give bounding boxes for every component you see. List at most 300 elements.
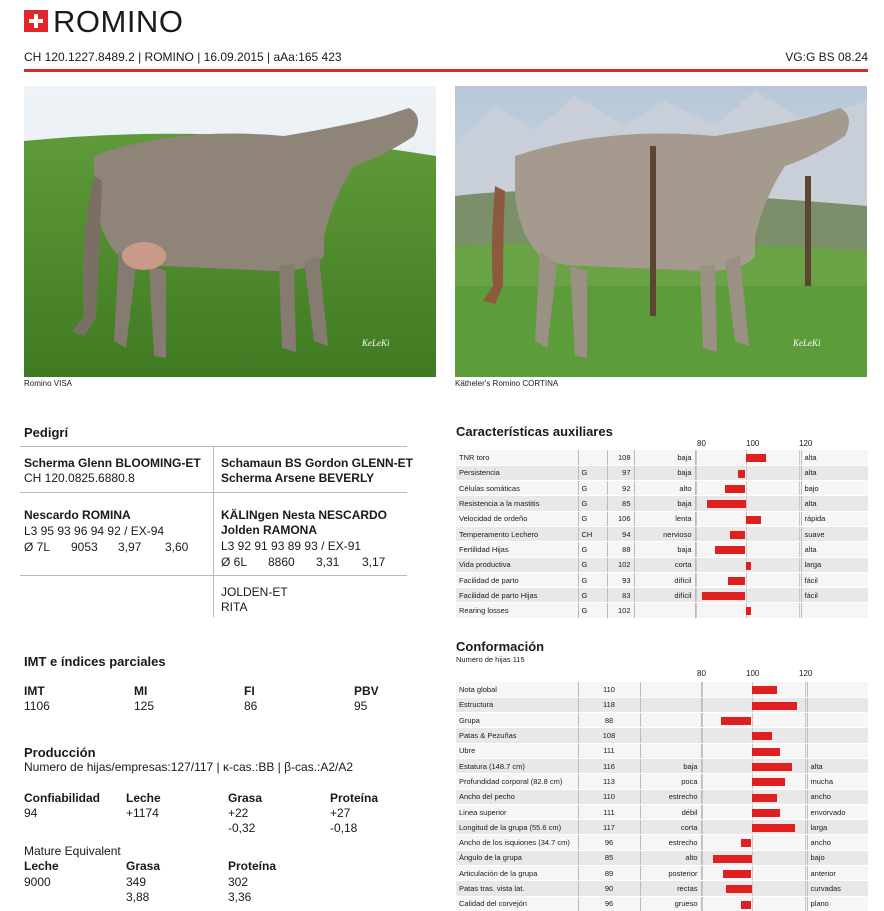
dam-dam-lactations: Ø 6L — [221, 555, 248, 569]
dam-fat: 3,97 — [118, 540, 142, 554]
trait-bar-cell — [701, 697, 807, 712]
grid-line — [805, 805, 806, 819]
grid-line — [702, 820, 703, 834]
trait-low-label: posterior — [640, 866, 701, 881]
trait-value: 113 — [578, 774, 640, 789]
trait-low-label: poca — [640, 774, 701, 789]
grid-line — [696, 542, 697, 556]
trait-value: 94 — [607, 526, 634, 541]
grid-line — [805, 790, 806, 804]
pedigree-row-divider — [20, 575, 407, 576]
grid-line — [799, 588, 800, 602]
trait-bar-cell — [695, 603, 801, 618]
grid-line — [702, 881, 703, 895]
imt-title: IMT e índices parciales — [24, 654, 166, 669]
trait-genomic-flag: G — [578, 542, 607, 557]
trait-value: 88 — [607, 542, 634, 557]
grid-line — [805, 744, 806, 758]
pbv-label: PBV — [354, 684, 379, 698]
fat-percent-value: -0,32 — [228, 821, 256, 835]
me-protein-value: 302 — [228, 875, 249, 889]
trait-high-label: suave — [801, 526, 868, 541]
photo-cortina — [455, 86, 867, 377]
conf-scale-120: 120 — [799, 669, 813, 678]
trait-name: Células somáticas — [456, 481, 578, 496]
grid-line — [696, 527, 697, 541]
trait-row — [456, 465, 868, 480]
trait-bar-cell — [695, 526, 801, 541]
pbv-value: 95 — [354, 699, 368, 713]
trait-low-label: grueso — [640, 896, 701, 911]
trait-high-label: alta — [801, 542, 868, 557]
pedigree-row-divider — [20, 492, 407, 493]
trait-low-label: estrecho — [640, 789, 701, 804]
trait-name: Grupa — [456, 713, 578, 728]
fi-value: 86 — [244, 699, 258, 713]
trait-high-label: envorvado — [807, 804, 868, 819]
trait-value: 85 — [578, 850, 640, 865]
trait-low-label: débil — [640, 804, 701, 819]
trait-row — [456, 789, 868, 804]
trait-value: 110 — [578, 682, 640, 697]
trait-value: 96 — [578, 835, 640, 850]
trait-name: Articulación de la grupa — [456, 866, 578, 881]
trait-name: Patas & Pezuñas — [456, 728, 578, 743]
trait-name: Linea superior — [456, 804, 578, 819]
grid-line — [702, 790, 703, 804]
trait-row — [456, 866, 868, 881]
trait-bar-cell — [695, 496, 801, 511]
trait-row — [456, 682, 868, 697]
dam-dam-milk: 8860 — [268, 555, 295, 569]
trait-bar — [752, 824, 795, 832]
trait-row — [456, 820, 868, 835]
sire-sire-name: Schamaun BS Gordon GLENN-ET — [221, 456, 414, 470]
trait-bar-cell — [695, 511, 801, 526]
grid-line — [702, 851, 703, 865]
trait-high-label: mucha — [807, 774, 868, 789]
trait-bar — [726, 885, 752, 893]
trait-name: Calidad del corvejón — [456, 896, 578, 911]
trait-high-label — [801, 603, 868, 618]
trait-high-label: fácil — [801, 572, 868, 587]
trait-bar — [721, 717, 752, 725]
trait-value: 102 — [607, 603, 634, 618]
trait-high-label: alta — [801, 496, 868, 511]
trait-name: Facilidad de parto Hijas — [456, 588, 578, 603]
aux-title: Características auxiliares — [456, 424, 613, 439]
fi-label: FI — [244, 684, 255, 698]
photo-watermark: KeLeKi — [362, 338, 390, 348]
grid-line — [702, 759, 703, 773]
trait-low-label: rectas — [640, 881, 701, 896]
reliability-label: Confiabilidad — [24, 791, 100, 805]
grid-line — [799, 481, 800, 495]
trait-row — [456, 850, 868, 865]
trait-name: Profundidad corporal (82.8 cm) — [456, 774, 578, 789]
pedigree-title: Pedigrí — [24, 425, 69, 440]
grid-line — [805, 835, 806, 849]
grid-line — [799, 527, 800, 541]
grid-line — [805, 728, 806, 742]
grid-line — [805, 774, 806, 788]
dam-name: Nescardo ROMINA — [24, 508, 131, 522]
trait-high-label — [807, 713, 868, 728]
grid-line — [696, 588, 697, 602]
grid-line — [702, 805, 703, 819]
trait-value: 85 — [607, 496, 634, 511]
trait-bar — [752, 778, 785, 786]
trait-bar-cell — [695, 588, 801, 603]
me-milk-value: 9000 — [24, 875, 51, 889]
grid-line — [702, 866, 703, 880]
grid-line — [799, 496, 800, 510]
trait-row — [456, 758, 868, 773]
trait-low-label: estrecho — [640, 835, 701, 850]
dam-line: L3 95 93 96 94 92 / EX-94 — [24, 524, 165, 538]
trait-low-label: baja — [640, 758, 701, 773]
trait-value: 96 — [578, 896, 640, 911]
trait-bar — [730, 531, 745, 539]
grid-line — [805, 897, 806, 911]
grid-line — [799, 558, 800, 572]
trait-value: 118 — [578, 697, 640, 712]
trait-row — [456, 835, 868, 850]
production-summary: Numero de hijas/empresas:127/117 | κ-cas.:BB | β-cas.:A2/A2 — [24, 760, 354, 774]
dam-sire-name: KÄLINgen Nesta NESCARDO — [221, 508, 388, 522]
trait-bar-cell — [701, 804, 807, 819]
trait-value: 108 — [607, 450, 634, 465]
trait-low-label: lenta — [634, 511, 695, 526]
trait-high-label: bajo — [807, 850, 868, 865]
trait-high-label: bajo — [801, 481, 868, 496]
trait-value: 108 — [578, 728, 640, 743]
dam-milk: 9053 — [71, 540, 98, 554]
trait-value: 111 — [578, 743, 640, 758]
grid-line — [746, 573, 747, 587]
trait-low-label — [640, 713, 701, 728]
trait-bar — [752, 702, 798, 710]
protein-value: +27 — [330, 806, 351, 820]
trait-bar-cell — [695, 542, 801, 557]
photo-watermark: KeLeKi — [793, 338, 821, 348]
dam-dam-protein: 3,17 — [362, 555, 386, 569]
conf-scale-80: 80 — [697, 669, 706, 678]
header-classification: VG:G BS 08.24 — [785, 50, 868, 64]
trait-bar-cell — [695, 557, 801, 572]
trait-bar — [746, 562, 751, 570]
trait-genomic-flag: G — [578, 511, 607, 526]
trait-low-label: corta — [634, 557, 695, 572]
trait-name: Patas tras. vista lat. — [456, 881, 578, 896]
grid-line — [696, 603, 697, 617]
grid-line — [799, 603, 800, 617]
sire-id: CH 120.0825.6880.8 — [24, 471, 135, 485]
grid-line — [805, 759, 806, 773]
mature-equivalent-title: Mature Equivalent — [24, 844, 121, 858]
grid-line — [805, 698, 806, 712]
trait-low-label: alto — [634, 481, 695, 496]
trait-bar-cell — [701, 835, 807, 850]
mi-value: 125 — [134, 699, 155, 713]
grid-line — [799, 450, 800, 465]
trait-value: 88 — [578, 713, 640, 728]
production-title: Producción — [24, 745, 96, 760]
trait-genomic-flag — [578, 450, 607, 465]
me-fat-label: Grasa — [126, 859, 161, 873]
grid-line — [752, 897, 753, 911]
trait-low-label: difícil — [634, 572, 695, 587]
trait-value: 83 — [607, 588, 634, 603]
grid-line — [752, 835, 753, 849]
trait-low-label: baja — [634, 450, 695, 465]
trait-row — [456, 557, 868, 572]
trait-high-label: ancho — [807, 789, 868, 804]
grid-line — [746, 466, 747, 480]
trait-bar — [752, 686, 778, 694]
trait-bar — [752, 748, 780, 756]
trait-bar-cell — [701, 820, 807, 835]
grid-line — [702, 698, 703, 712]
grid-line — [805, 820, 806, 834]
trait-name: Temperamento Lechero — [456, 526, 578, 541]
trait-row — [456, 603, 868, 618]
trait-genomic-flag: G — [578, 557, 607, 572]
dam-dam-line: L3 92 91 93 89 93 / EX-91 — [221, 539, 362, 553]
grid-line — [752, 713, 753, 727]
trait-bar-cell — [701, 850, 807, 865]
trait-bar-cell — [701, 866, 807, 881]
grid-line — [752, 866, 753, 880]
fat-value: +22 — [228, 806, 249, 820]
trait-name: Estatura (148.7 cm) — [456, 758, 578, 773]
conf-subtitle: Numero de hijas 115 — [456, 655, 525, 664]
trait-low-label — [640, 697, 701, 712]
trait-row — [456, 526, 868, 541]
trait-bar-cell — [701, 774, 807, 789]
grid-line — [702, 744, 703, 758]
me-milk-label: Leche — [24, 859, 59, 873]
trait-row — [456, 881, 868, 896]
trait-bar — [702, 592, 745, 600]
page-title: ROMINO — [53, 4, 184, 39]
grid-line — [799, 542, 800, 556]
trait-bar-cell — [695, 481, 801, 496]
trait-name: Ángulo de la grupa — [456, 850, 578, 865]
trait-high-label: larga — [807, 820, 868, 835]
trait-name: Velocidad de ordeño — [456, 511, 578, 526]
trait-value: 89 — [578, 866, 640, 881]
trait-low-label: difícil — [634, 588, 695, 603]
aux-scale-120: 120 — [799, 439, 813, 448]
trait-row — [456, 481, 868, 496]
protein-percent-value: -0,18 — [330, 821, 358, 835]
trait-value: 102 — [607, 557, 634, 572]
trait-row — [456, 774, 868, 789]
trait-row — [456, 728, 868, 743]
trait-bar — [746, 516, 761, 524]
trait-bar — [741, 839, 751, 847]
trait-name: Facilidad de parto — [456, 572, 578, 587]
trait-name: Resistencia a la mastitis — [456, 496, 578, 511]
trait-bar — [741, 901, 751, 909]
trait-row — [456, 572, 868, 587]
trait-bar — [713, 855, 751, 863]
trait-high-label: rápida — [801, 511, 868, 526]
trait-high-label: alta — [801, 465, 868, 480]
grid-line — [746, 588, 747, 602]
dam-dam-fat: 3,31 — [316, 555, 340, 569]
grid-line — [702, 728, 703, 742]
trait-genomic-flag: G — [578, 481, 607, 496]
trait-row — [456, 496, 868, 511]
trait-row — [456, 713, 868, 728]
me-fat-value: 349 — [126, 875, 147, 889]
trait-name: Rearing losses — [456, 603, 578, 618]
grid-line — [746, 527, 747, 541]
trait-genomic-flag: CH — [578, 526, 607, 541]
trait-bar-cell — [701, 881, 807, 896]
grid-line — [805, 881, 806, 895]
trait-bar-cell — [701, 758, 807, 773]
dam-lactations: Ø 7L — [24, 540, 51, 554]
trait-genomic-flag: G — [578, 496, 607, 511]
trait-high-label: alta — [801, 450, 868, 465]
sire-dam-name: Scherma Arsene BEVERLY — [221, 471, 375, 485]
trait-value: 116 — [578, 758, 640, 773]
trait-name: Ubre — [456, 743, 578, 758]
trait-row — [456, 697, 868, 712]
trait-bar — [725, 485, 745, 493]
trait-bar-cell — [695, 572, 801, 587]
trait-value: 106 — [607, 511, 634, 526]
grid-line — [805, 851, 806, 865]
trait-bar — [715, 546, 746, 554]
trait-low-label: corta — [640, 820, 701, 835]
trait-low-label: baja — [634, 465, 695, 480]
header-subtitle: CH 120.1227.8489.2 | ROMINO | 16.09.2015 | aAa:165 423 — [24, 50, 342, 64]
me-protein-percent: 3,36 — [228, 890, 252, 904]
grid-line — [696, 496, 697, 510]
reliability-value: 94 — [24, 806, 38, 820]
trait-name: Persistencia — [456, 465, 578, 480]
trait-row — [456, 743, 868, 758]
trait-low-label — [640, 682, 701, 697]
trait-low-label: baja — [634, 496, 695, 511]
me-protein-label: Proteína — [228, 859, 277, 873]
grid-line — [805, 866, 806, 880]
trait-bar — [728, 577, 746, 585]
grid-line — [696, 558, 697, 572]
trait-high-label — [807, 743, 868, 758]
trait-high-label: anterior — [807, 866, 868, 881]
trait-high-label: plano — [807, 896, 868, 911]
aux-scale-80: 80 — [697, 439, 706, 448]
trait-genomic-flag: G — [578, 603, 607, 618]
trait-row — [456, 588, 868, 603]
milk-value: +1174 — [126, 806, 159, 820]
trait-row — [456, 450, 868, 465]
grid-line — [702, 835, 703, 849]
trait-bar-cell — [701, 743, 807, 758]
grid-line — [805, 682, 806, 697]
conf-table — [456, 682, 868, 911]
photo-caption-cortina: Kätheler's Romino CORTINA — [455, 379, 559, 388]
trait-value: 90 — [578, 881, 640, 896]
trait-bar — [723, 870, 751, 878]
trait-name: Vida productiva — [456, 557, 578, 572]
trait-high-label — [807, 682, 868, 697]
me-fat-percent: 3,88 — [126, 890, 150, 904]
trait-value: 97 — [607, 465, 634, 480]
sire-name: Scherma Glenn BLOOMING-ET — [24, 456, 201, 470]
trait-high-label: curvadas — [807, 881, 868, 896]
trait-high-label — [807, 697, 868, 712]
photo-visa — [24, 86, 436, 377]
trait-bar-cell — [701, 713, 807, 728]
trait-row — [456, 542, 868, 557]
imt-label: IMT — [24, 684, 45, 698]
trait-bar — [707, 500, 745, 508]
trait-high-label: fácil — [801, 588, 868, 603]
grid-line — [696, 573, 697, 587]
grid-line — [702, 774, 703, 788]
trait-high-label — [807, 728, 868, 743]
trait-name: Fertilidad Hijas — [456, 542, 578, 557]
trait-low-label — [634, 603, 695, 618]
dam-dam-name: Jolden RAMONA — [221, 523, 317, 537]
swiss-flag-icon — [24, 10, 48, 32]
trait-name: TNR toro — [456, 450, 578, 465]
trait-low-label: nervioso — [634, 526, 695, 541]
trait-bar-cell — [695, 465, 801, 480]
trait-low-label — [640, 728, 701, 743]
trait-name: Ancho del pecho — [456, 789, 578, 804]
trait-value: 110 — [578, 789, 640, 804]
trait-value: 111 — [578, 804, 640, 819]
dam-dam-sire: JOLDEN-ET — [221, 585, 288, 599]
grid-line — [752, 851, 753, 865]
trait-name: Estructura — [456, 697, 578, 712]
imt-value: 1106 — [24, 699, 50, 713]
conf-scale-100: 100 — [746, 669, 760, 678]
trait-genomic-flag: G — [578, 572, 607, 587]
grid-line — [702, 713, 703, 727]
trait-name: Ancho de los isquiones (34.7 cm) — [456, 835, 578, 850]
trait-low-label — [640, 743, 701, 758]
trait-name: Longitud de la grupa (55.6 cm) — [456, 820, 578, 835]
fat-label: Grasa — [228, 791, 263, 805]
milk-label: Leche — [126, 791, 161, 805]
conf-title: Conformación — [456, 639, 545, 654]
trait-bar-cell — [701, 789, 807, 804]
grid-line — [696, 481, 697, 495]
grid-line — [805, 713, 806, 727]
trait-row — [456, 511, 868, 526]
trait-low-label: alto — [640, 850, 701, 865]
trait-bar — [746, 607, 751, 615]
trait-bar — [752, 794, 778, 802]
trait-row — [456, 804, 868, 819]
trait-genomic-flag: G — [578, 465, 607, 480]
trait-value: 117 — [578, 820, 640, 835]
protein-label: Proteína — [330, 791, 379, 805]
grid-line — [752, 881, 753, 895]
grid-line — [696, 512, 697, 526]
trait-high-label: alta — [807, 758, 868, 773]
trait-bar-cell — [701, 682, 807, 697]
trait-bar — [738, 470, 746, 478]
